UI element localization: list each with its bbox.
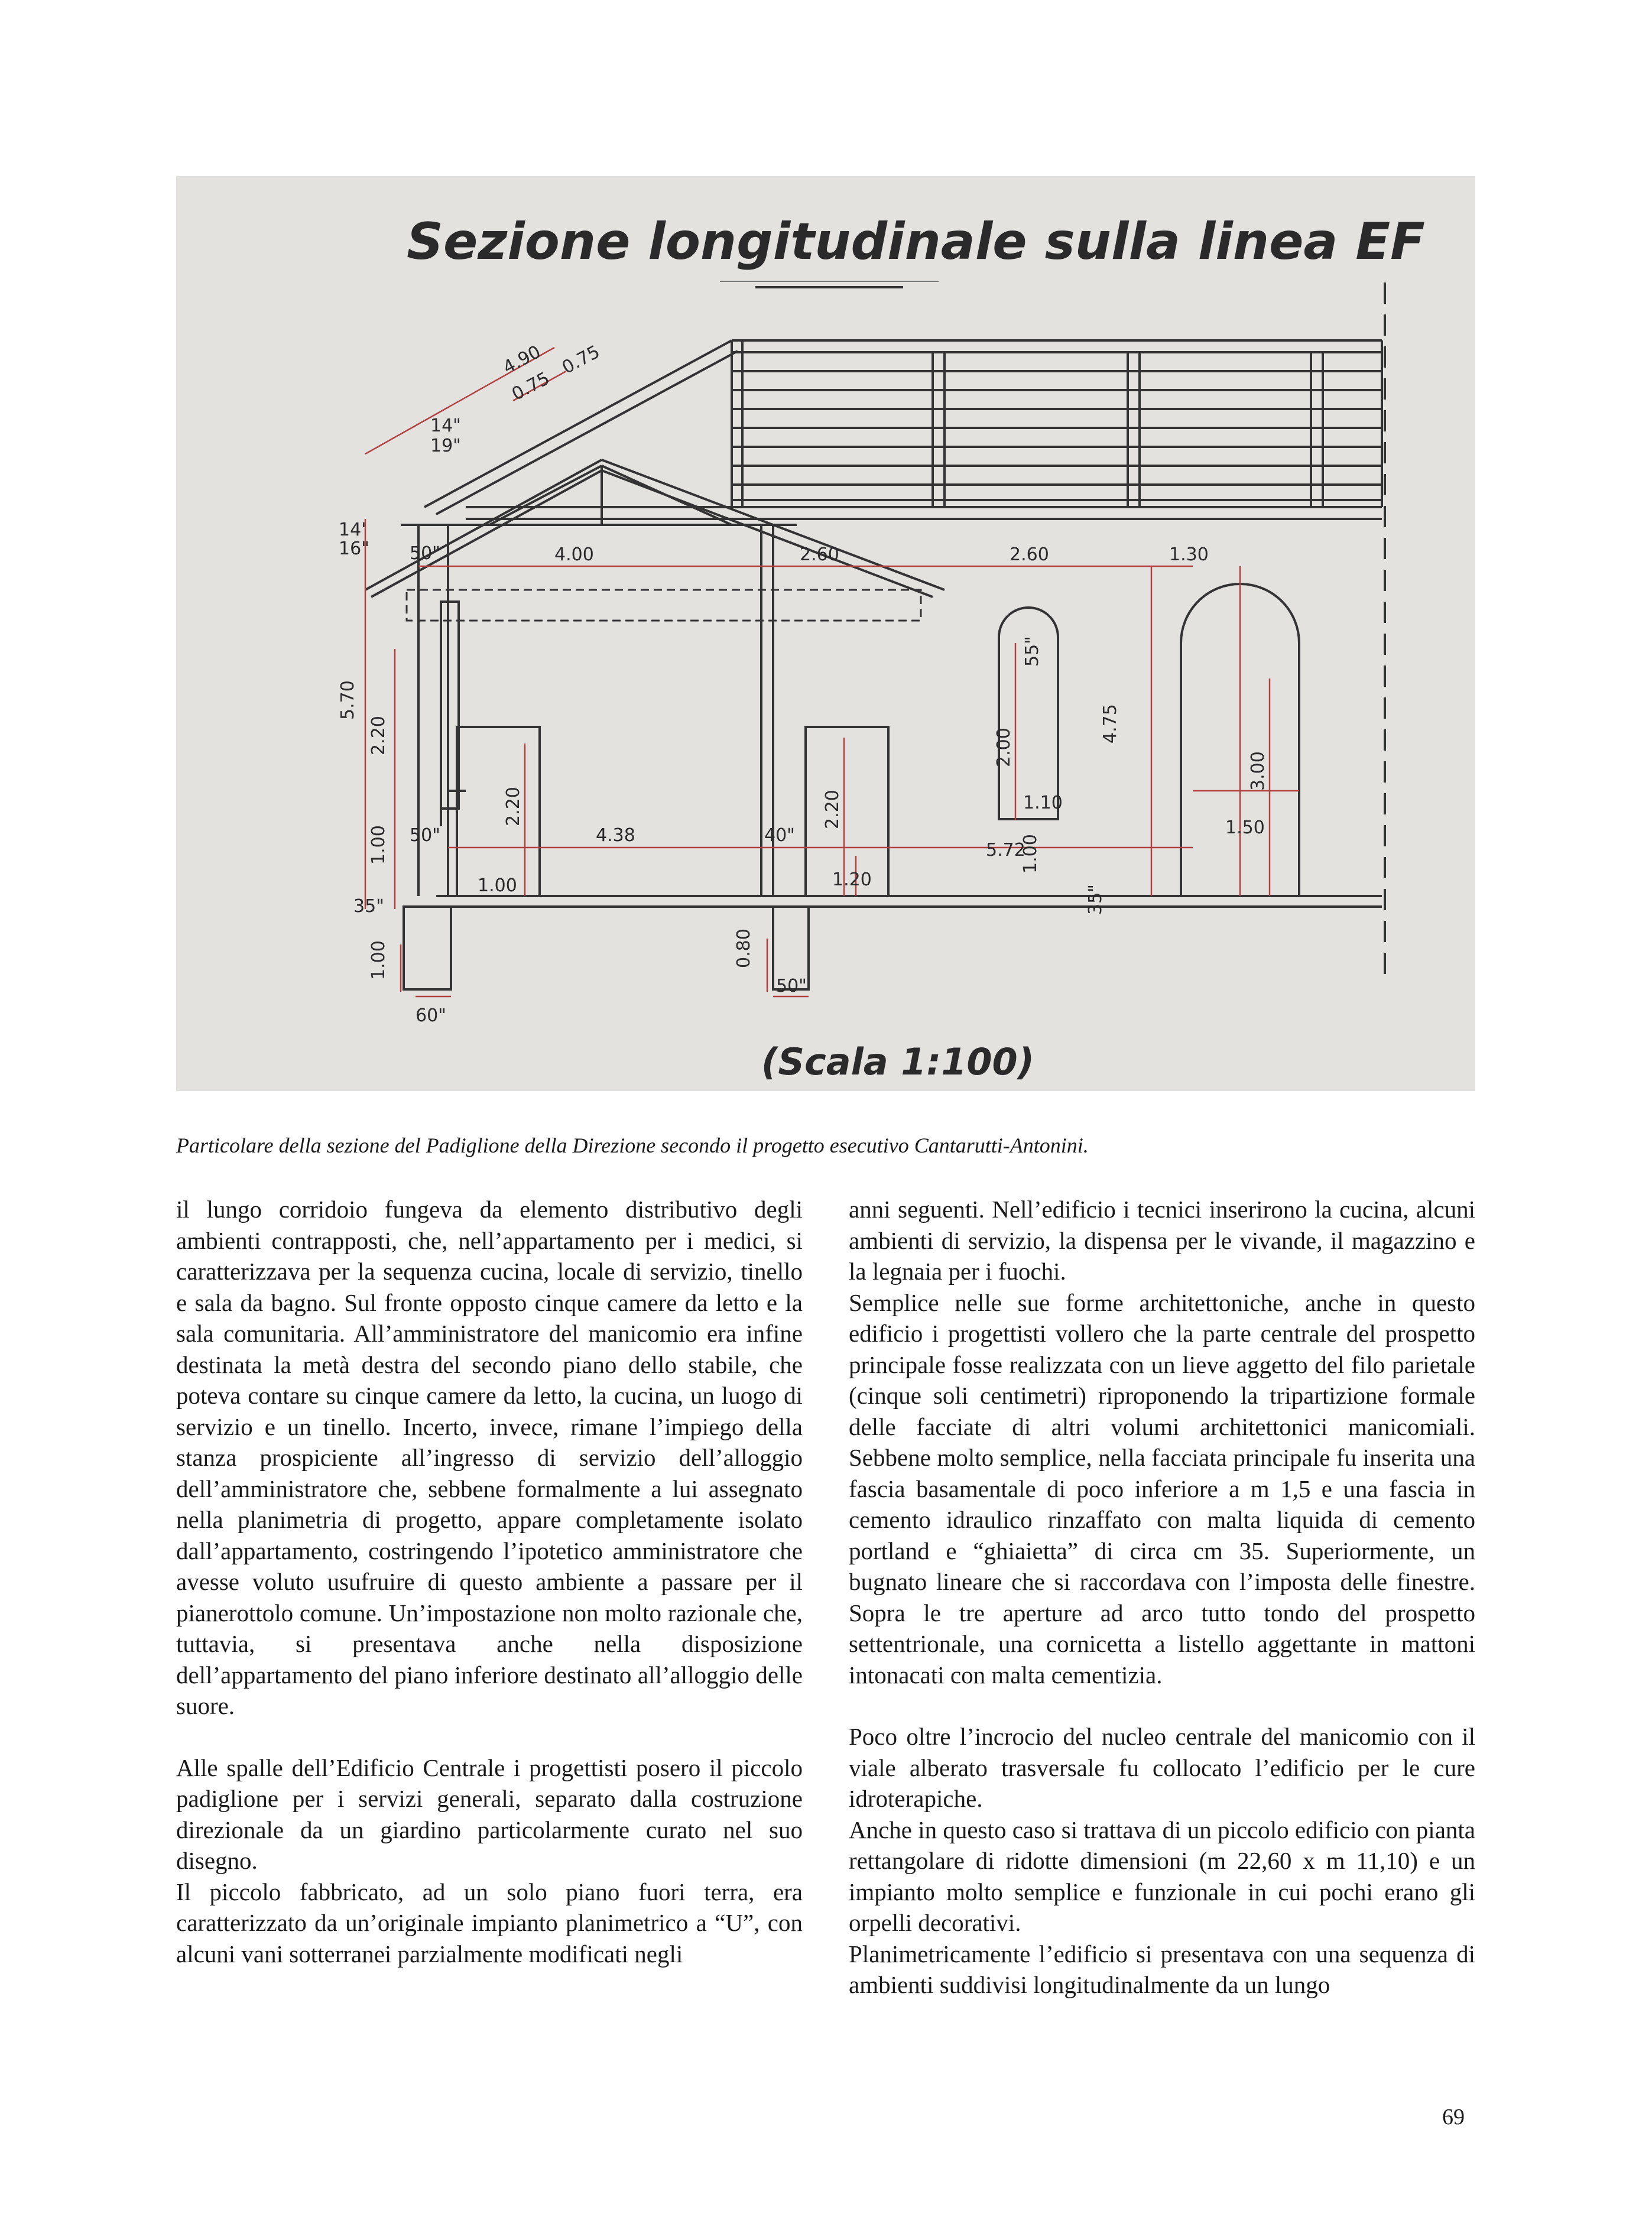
paragraph: Semplice nelle sue forme architettoniche, anche in questo edificio i progettisti vollero che la parte centrale del prospetto principale fosse realizzata con un lieve aggetto del filo parietale (cinque soli centimetri) riproponendo la tripartizione formale delle facciate di altri volumi architettonici manicomiali. Sebbene molto semplice, nella facciata principale fu inserita una fascia basamentale di poco inferiore a m 1,5 e una fascia in cemento idraulico rinzaffato con malta liquida di cemento portland e “ghiaietta” di circa cm 35. Superiormente, un bugnato lineare che si raccordava con l’imposta delle finestre. Sopra le tre aperture ad arco tutto tondo del prospetto settentrionale, una cornicetta a listello aggettante in mattoni intonacati con malta cementizia. — [849, 1288, 1475, 1689]
dimension-label: 1.10 — [1023, 793, 1063, 813]
dimension-label: 50" — [410, 543, 440, 564]
dimension-label: 5.70 — [337, 680, 358, 720]
dimension-label: 50" — [776, 976, 807, 996]
dimension-label: 5.72 — [986, 840, 1025, 861]
right-text-column — [849, 1194, 1475, 2001]
drawing-scale: (Scala 1:100) — [761, 1040, 1034, 1083]
left-text-column — [176, 1194, 803, 1969]
architectural-section-drawing — [176, 176, 1475, 1091]
paragraph-gap — [176, 1722, 803, 1752]
dimension-label: 0.80 — [733, 929, 754, 968]
page-number: 69 — [1442, 2105, 1465, 2129]
paragraph: Planimetricamente l’edificio si presentava con una sequenza di ambienti suddivisi longitudinalmente da un lungo — [849, 1940, 1475, 1998]
dimension-label: 35" — [1085, 884, 1106, 915]
dimension-label: 2.20 — [822, 790, 843, 829]
dimension-label: 1.00 — [368, 825, 389, 865]
dimension-label: 1.00 — [478, 875, 517, 896]
paragraph: Poco oltre l’incrocio del nucleo centrale del manicomio con il viale alberato trasversale fu collocato l’edificio per le cure idroterapiche. — [849, 1723, 1475, 1812]
dimension-label: 4.38 — [596, 825, 635, 846]
dimension-label: 40" — [764, 825, 795, 846]
dimension-label: 14" — [430, 415, 461, 436]
dimension-label: 2.60 — [800, 544, 839, 565]
dimension-label: 1.30 — [1169, 544, 1209, 565]
dimension-label: 1.00 — [1020, 834, 1041, 874]
paragraph: il lungo corridoio fungeva da elemento distributivo degli ambienti contrapposti, che, nell’appartamento per i medici, si caratterizzava per la sequenza cucina, locale di servizio, tinello e sala da bagno. Sul fronte opposto cinque camere da letto e la sala comunitaria. All’amministratore del manicomio era infine destinata la metà destra del secondo piano dello stabile, che poteva contare su cinque camere da letto, la cucina, un luogo di servizio e un tinello. Incerto, invece, rimane l’impiego della stanza prospiciente all’ingresso di servizio dell’alloggio dell’amministratore che, sebbene formalmente a lui assegnato nella planimetria di progetto, appare completamente isolato dall’appartamento, costringendo l’ipotetico amministratore che avesse voluto usufruire di questo ambiente a passare per il pianerottolo comune. Un’impostazione non molto razionale che, tuttavia, si presentava anche nella disposizione dell’appartamento del piano inferiore destinato all’alloggio delle suore. — [176, 1196, 803, 1719]
dimension-label: 4.00 — [554, 544, 594, 565]
dimension-label: 4.90 — [499, 341, 544, 379]
dimension-label: 1.00 — [368, 940, 389, 980]
paragraph: Alle spalle dell’Edificio Centrale i progettisti posero il piccolo padiglione per i servizi generali, separato dalla costruzione direzionale da un giardino particolarmente curato nel suo disegno. — [176, 1754, 803, 1874]
dimension-label: 2.20 — [503, 787, 524, 826]
paragraph: Anche in questo caso si trattava di un piccolo edificio con pianta rettangolare di ridotte dimensioni (m 22,60 x m 11,10) e un impianto molto semplice e funzionale in cui pochi erano gli orpelli decorativi. — [849, 1816, 1475, 1936]
dimension-label: 1.50 — [1225, 817, 1265, 838]
dimension-label: 2.60 — [1010, 544, 1049, 565]
figure-caption: Particolare della sezione del Padiglione della Direzione secondo il progetto esecutivo Cantarutti-Antonini. — [176, 1134, 1089, 1157]
dimension-label: 60" — [416, 1005, 446, 1026]
dimension-label: 2.00 — [994, 728, 1014, 767]
dimension-label: 2.20 — [368, 716, 389, 755]
dimension-label: 55" — [1022, 636, 1043, 667]
dimension-label: 35" — [353, 896, 384, 917]
drawing-title: Sezione longitudinale sulla linea EF — [407, 212, 1425, 271]
dimension-label: 3.00 — [1248, 751, 1268, 791]
dimension-label: 16" — [339, 538, 369, 559]
dimension-label: 0.75 — [508, 368, 553, 405]
section-drawing-svg — [176, 176, 1475, 1091]
paragraph: anni seguenti. Nell’edificio i tecnici inserirono la cucina, alcuni ambienti di servizio, la dispensa per le vivande, il magazzino e la legnaia per i fuochi. — [849, 1196, 1475, 1285]
dimension-label: 50" — [410, 825, 440, 846]
dimension-label: 19" — [430, 436, 461, 456]
paragraph-gap — [849, 1690, 1475, 1721]
dimension-label: 4.75 — [1100, 704, 1121, 744]
dimension-label: 0.75 — [559, 341, 603, 379]
paragraph: Il piccolo fabbricato, ad un solo piano fuori terra, era caratterizzato da un’originale impianto planimetrico a “U”, con alcuni vani sotterranei parzialmente modificati negli — [176, 1878, 803, 1968]
dimension-label: 1.20 — [832, 869, 872, 890]
dimension-label: 14' — [339, 520, 366, 540]
